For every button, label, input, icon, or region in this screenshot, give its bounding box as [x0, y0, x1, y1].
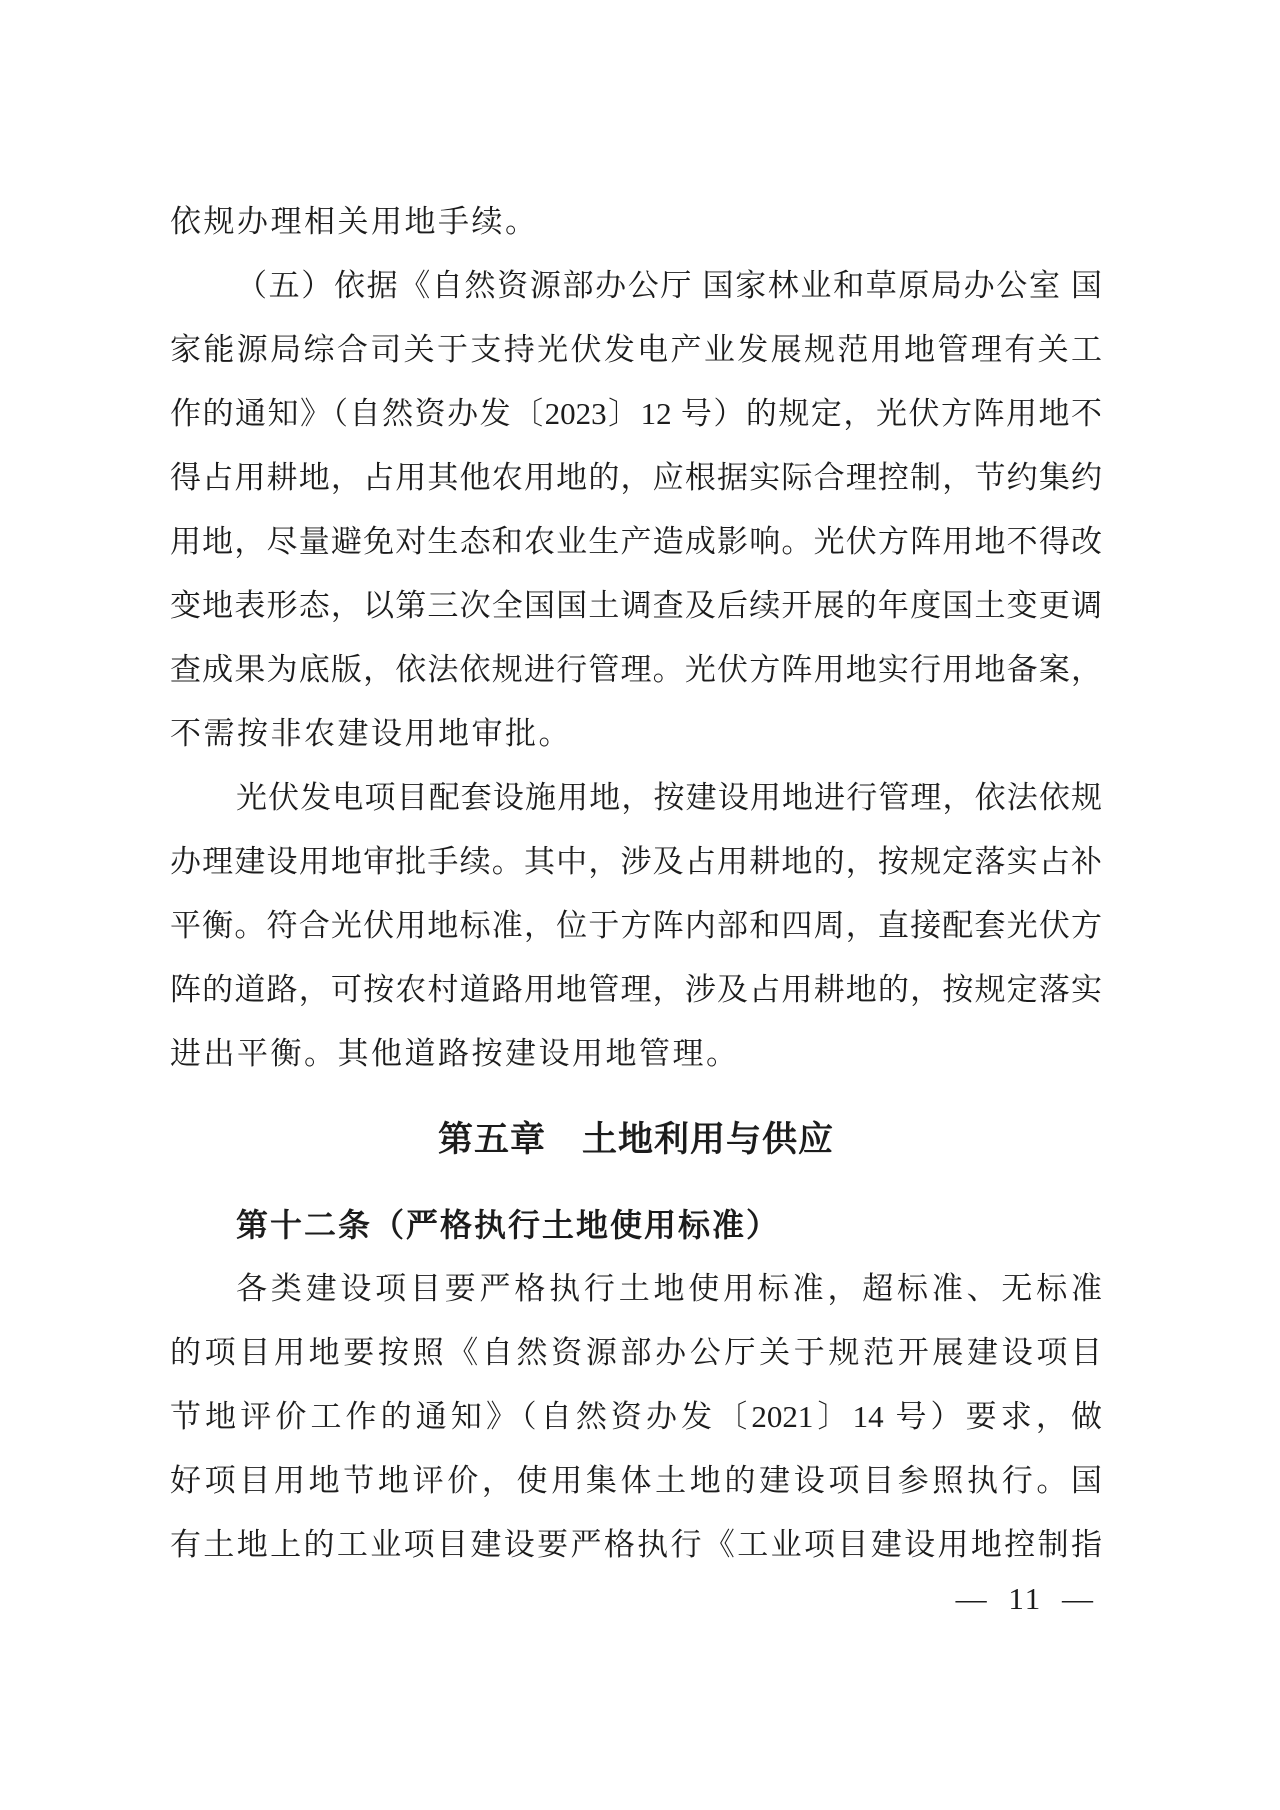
body-text-line: 得占用耕地，占用其他农用地的，应根据实际合理控制，节约集约: [170, 460, 1102, 495]
body-text-line: 光伏发电项目配套设施用地，按建设用地进行管理，依法依规: [236, 780, 1102, 815]
body-text-line: 阵的道路，可按农村道路用地管理，涉及占用耕地的，按规定落实: [170, 972, 1102, 1007]
article-heading: 第十二条（严格执行土地使用标准）: [236, 1207, 781, 1243]
body-text-line: 有土地上的工业项目建设要严格执行《工业项目建设用地控制指: [170, 1527, 1102, 1562]
document-body: [170, 190, 1102, 1577]
body-text-line: 的项目用地要按照《自然资源部办公厅关于规范开展建设项目: [170, 1335, 1102, 1370]
body-text-line: 进出平衡。其他道路按建设用地管理。: [170, 1036, 740, 1071]
body-text-line: 平衡。符合光伏用地标准，位于方阵内部和四周，直接配套光伏方: [170, 908, 1102, 943]
body-text-line: 办理建设用地审批手续。其中，涉及占用耕地的，按规定落实占补: [170, 844, 1102, 879]
body-text-line: 不需按非农建设用地审批。: [170, 716, 572, 751]
body-text-line: （五）依据《自然资源部办公厅 国家林业和草原局办公室 国: [236, 268, 1102, 303]
body-text-line: 好项目用地节地评价，使用集体土地的建设项目参照执行。国: [170, 1463, 1102, 1498]
body-text-line: 变地表形态，以第三次全国国土调查及后续开展的年度国土变更调: [170, 588, 1102, 623]
body-text-line: 用地，尽量避免对生态和农业生产造成影响。光伏方阵用地不得改: [170, 524, 1102, 559]
body-text-line: 查成果为底版，依法依规进行管理。光伏方阵用地实行用地备案，: [170, 652, 1102, 687]
body-text-line: 节地评价工作的通知》（自然资办发〔2021〕14 号）要求，做: [170, 1399, 1102, 1434]
body-text-line: 作的通知》（自然资办发〔2023〕12 号）的规定，光伏方阵用地不: [170, 396, 1102, 431]
body-text-line: 依规办理相关用地手续。: [170, 204, 539, 239]
page-number: — 11 —: [955, 1581, 1095, 1616]
body-text-line: 家能源局综合司关于支持光伏发电产业发展规范用地管理有关工: [170, 332, 1102, 367]
body-text-line: 各类建设项目要严格执行土地使用标准，超标准、无标准: [236, 1271, 1102, 1306]
chapter-heading: 第五章 土地利用与供应: [437, 1120, 834, 1159]
